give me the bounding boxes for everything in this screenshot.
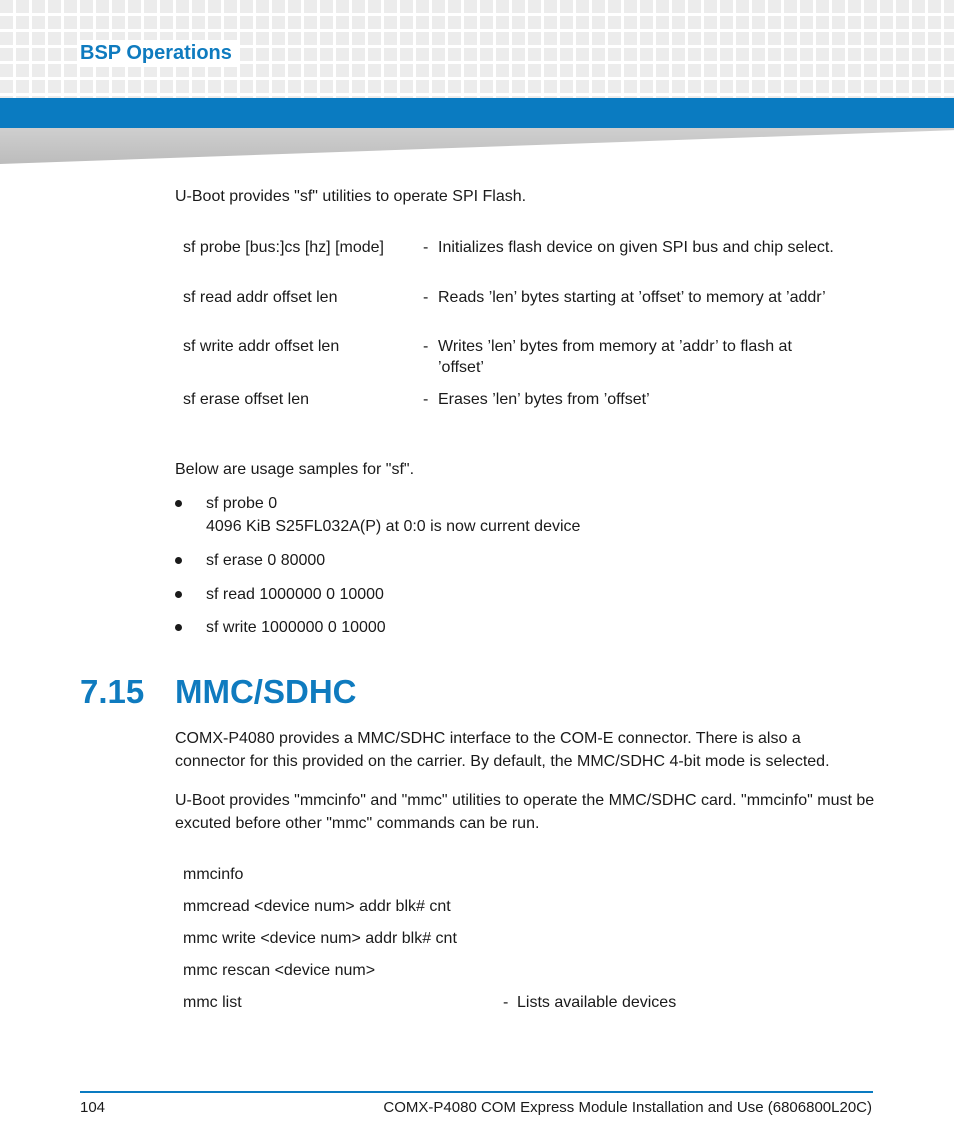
command-dash: -	[423, 289, 429, 306]
footer-rule	[80, 1091, 873, 1093]
command-name: sf read addr offset len	[183, 289, 338, 306]
command-dash: -	[503, 994, 509, 1011]
command-dash: -	[423, 338, 429, 355]
bullet-icon	[175, 500, 182, 507]
list-item-text: sf probe 0	[206, 495, 278, 512]
bullet-icon	[175, 624, 182, 631]
running-header-title: BSP Operations	[80, 40, 238, 67]
sf-intro: U-Boot provides "sf" utilities to operate SPI Flash.	[175, 188, 527, 205]
command-description: Lists available devices	[517, 994, 677, 1011]
mmc-paragraph-1: COMX-P4080 provides a MMC/SDHC interface to the COM-E connector. There is also a connector for this provided on the carrier. By default, the MMC/SDHC 4-bit mode is selected.	[175, 730, 830, 770]
command-description: Writes ’len’ bytes from memory at ’addr’ to flash at ’offset’	[438, 338, 792, 376]
command-name: mmcread <device num> addr blk# cnt	[183, 898, 451, 915]
section-title: MMC/SDHC	[175, 673, 357, 710]
command-name: mmc write <device num> addr blk# cnt	[183, 930, 457, 947]
header-blue-bar	[0, 98, 954, 128]
mmc-paragraph-2: U-Boot provides "mmcinfo" and "mmc" utilities to operate the MMC/SDHC card. "mmcinfo" must be excuted before other "mmc" commands can be run.	[175, 792, 875, 832]
page-number: 104	[80, 1099, 106, 1116]
command-name: mmc rescan <device num>	[183, 962, 376, 979]
command-name: sf probe [bus:]cs [hz] [mode]	[183, 239, 384, 256]
footer-doc-title: COMX-P4080 COM Express Module Installation and Use (6806800L20C)	[383, 1099, 872, 1116]
list-item-text: sf write 1000000 0 10000	[206, 619, 386, 636]
bullet-icon	[175, 591, 182, 598]
command-description: Initializes flash device on given SPI bus and chip select.	[438, 239, 834, 256]
command-description: Reads ’len’ bytes starting at ’offset’ to memory at ’addr’	[438, 289, 826, 306]
command-description: Erases ’len’ bytes from ’offset’	[438, 391, 650, 408]
section-number: 7.15	[80, 673, 145, 710]
command-dash: -	[423, 391, 429, 408]
list-item-text: sf erase 0 80000	[206, 552, 326, 569]
bullet-icon	[175, 557, 182, 564]
command-name: sf erase offset len	[183, 391, 309, 408]
list-item-subtext: 4096 KiB S25FL032A(P) at 0:0 is now current device	[206, 518, 581, 535]
list-item-text: sf read 1000000 0 10000	[206, 586, 384, 603]
command-name: sf write addr offset len	[183, 338, 340, 355]
command-name: mmc list	[183, 994, 242, 1011]
command-name: mmcinfo	[183, 866, 244, 883]
header-grey-wedge	[0, 128, 954, 164]
command-dash: -	[423, 239, 429, 256]
usage-intro: Below are usage samples for "sf".	[175, 461, 415, 478]
